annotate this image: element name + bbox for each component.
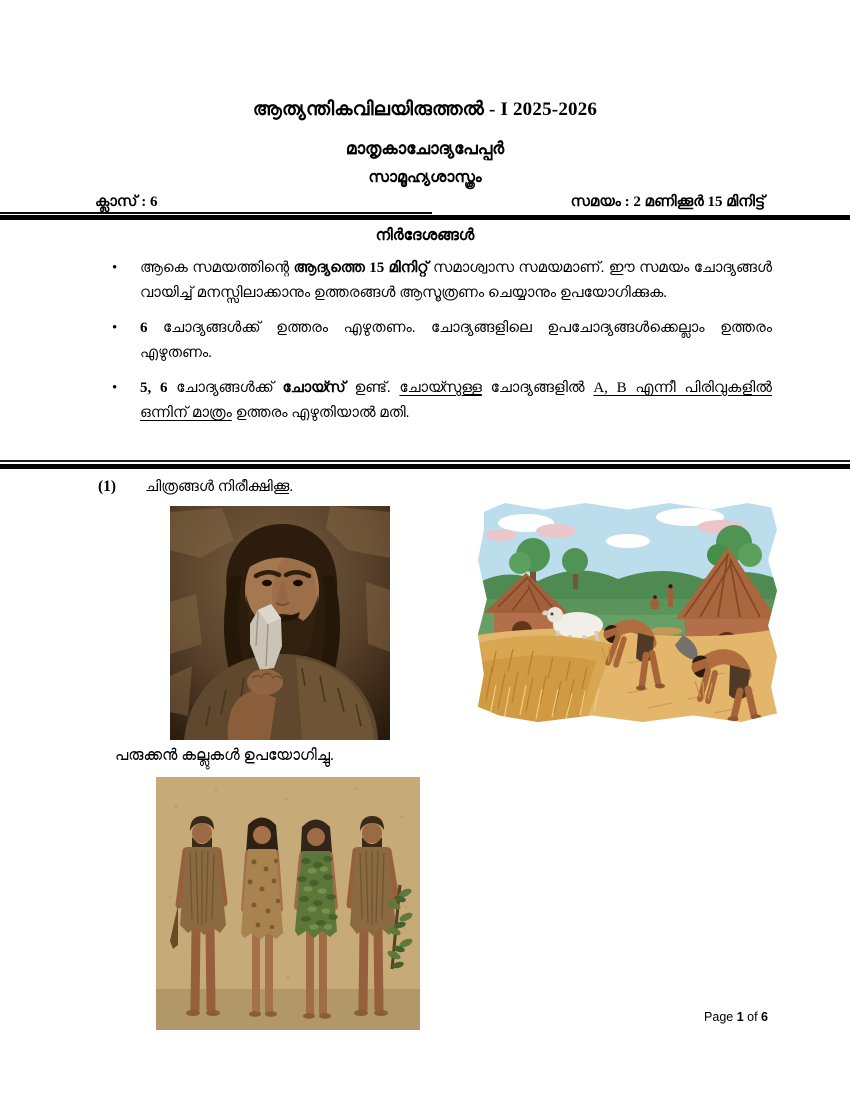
- instruction-text: 6 ചോദ്യങ്ങൾക്ക് ഉത്തരം എഴുതണം. ചോദ്യങ്ങളിലെ ഉപചോദ്യങ്ങൾക്കെല്ലാം ഉത്തരം എഴുതണം.: [140, 320, 772, 361]
- image-caption: പരുക്കൻ കല്ലുകൾ ഉപയോഗിച്ചു.: [115, 747, 334, 764]
- image-early-humans-group: [156, 777, 420, 1030]
- instruction-item: [112, 256, 772, 306]
- stone-age-man-illustration: [170, 506, 390, 740]
- image-stone-age-man: [170, 506, 390, 740]
- footer-word-page: Page: [704, 1010, 737, 1024]
- section-divider-thick: [0, 464, 850, 469]
- time-label: സമയം : 2 മണിക്കൂർ 15 മിനിട്ട്: [570, 194, 765, 210]
- section-divider-thin: [0, 460, 850, 462]
- instruction-item: [112, 316, 772, 366]
- bullet-icon: •: [112, 380, 118, 396]
- footer-word-of: of: [743, 1010, 762, 1024]
- paper-type-subtitle: മാതൃകാചോദ്യപേപ്പർ: [345, 139, 505, 158]
- instruction-item: [112, 376, 772, 426]
- header-divider-thick: [0, 215, 850, 220]
- class-label: ക്ലാസ് : 6: [95, 194, 158, 210]
- instruction-text: ആകെ സമയത്തിന്റെ ആദ്യത്തെ 15 മിനിറ്റ് സമാശ്വാസ സമയമാണ്. ഈ സമയം ചോദ്യങ്ങൾ വായിച്ച് മനസ്സിലാക്കാനും ഉത്തരങ്ങൾ ആസൂത്രണം ചെയ്യാനും ഉപയോഗിക്കുക.: [140, 260, 773, 301]
- early-humans-group-illustration: [156, 777, 420, 1030]
- instruction-text: 5, 6 ചോദ്യങ്ങൾക്ക് ചോയ്സ് ഉണ്ട്. ചോയ്സുള്ള ചോദ്യങ്ങളിൽ A, B എന്നീ പിരിവുകളിൽ ഒന്നിന് മാത്രം ഉത്തരം എഴുതിയാൽ മതി.: [140, 380, 773, 421]
- question-number: (1): [98, 478, 117, 495]
- header-divider-thin: [0, 212, 432, 214]
- question-prompt: ചിത്രങ്ങൾ നിരീക്ഷിക്കൂ.: [145, 479, 294, 495]
- footer-total-pages: 6: [761, 1010, 768, 1024]
- instructions-heading: നിർദേശങ്ങൾ: [375, 227, 475, 244]
- subject-subtitle: സാമൂഹ്യശാസ്ത്രം: [368, 169, 482, 186]
- page-footer: [704, 1010, 768, 1024]
- early-farming-illustration: [478, 503, 777, 722]
- image-early-farming-scene: [478, 503, 777, 722]
- bullet-icon: •: [112, 320, 118, 336]
- footer-page-number: 1: [736, 1010, 744, 1024]
- bullet-icon: •: [112, 260, 118, 276]
- instructions-list: [112, 256, 772, 436]
- page-title: ആത്യന്തികവിലയിരുത്തൽ - I 2025-2026: [252, 99, 598, 120]
